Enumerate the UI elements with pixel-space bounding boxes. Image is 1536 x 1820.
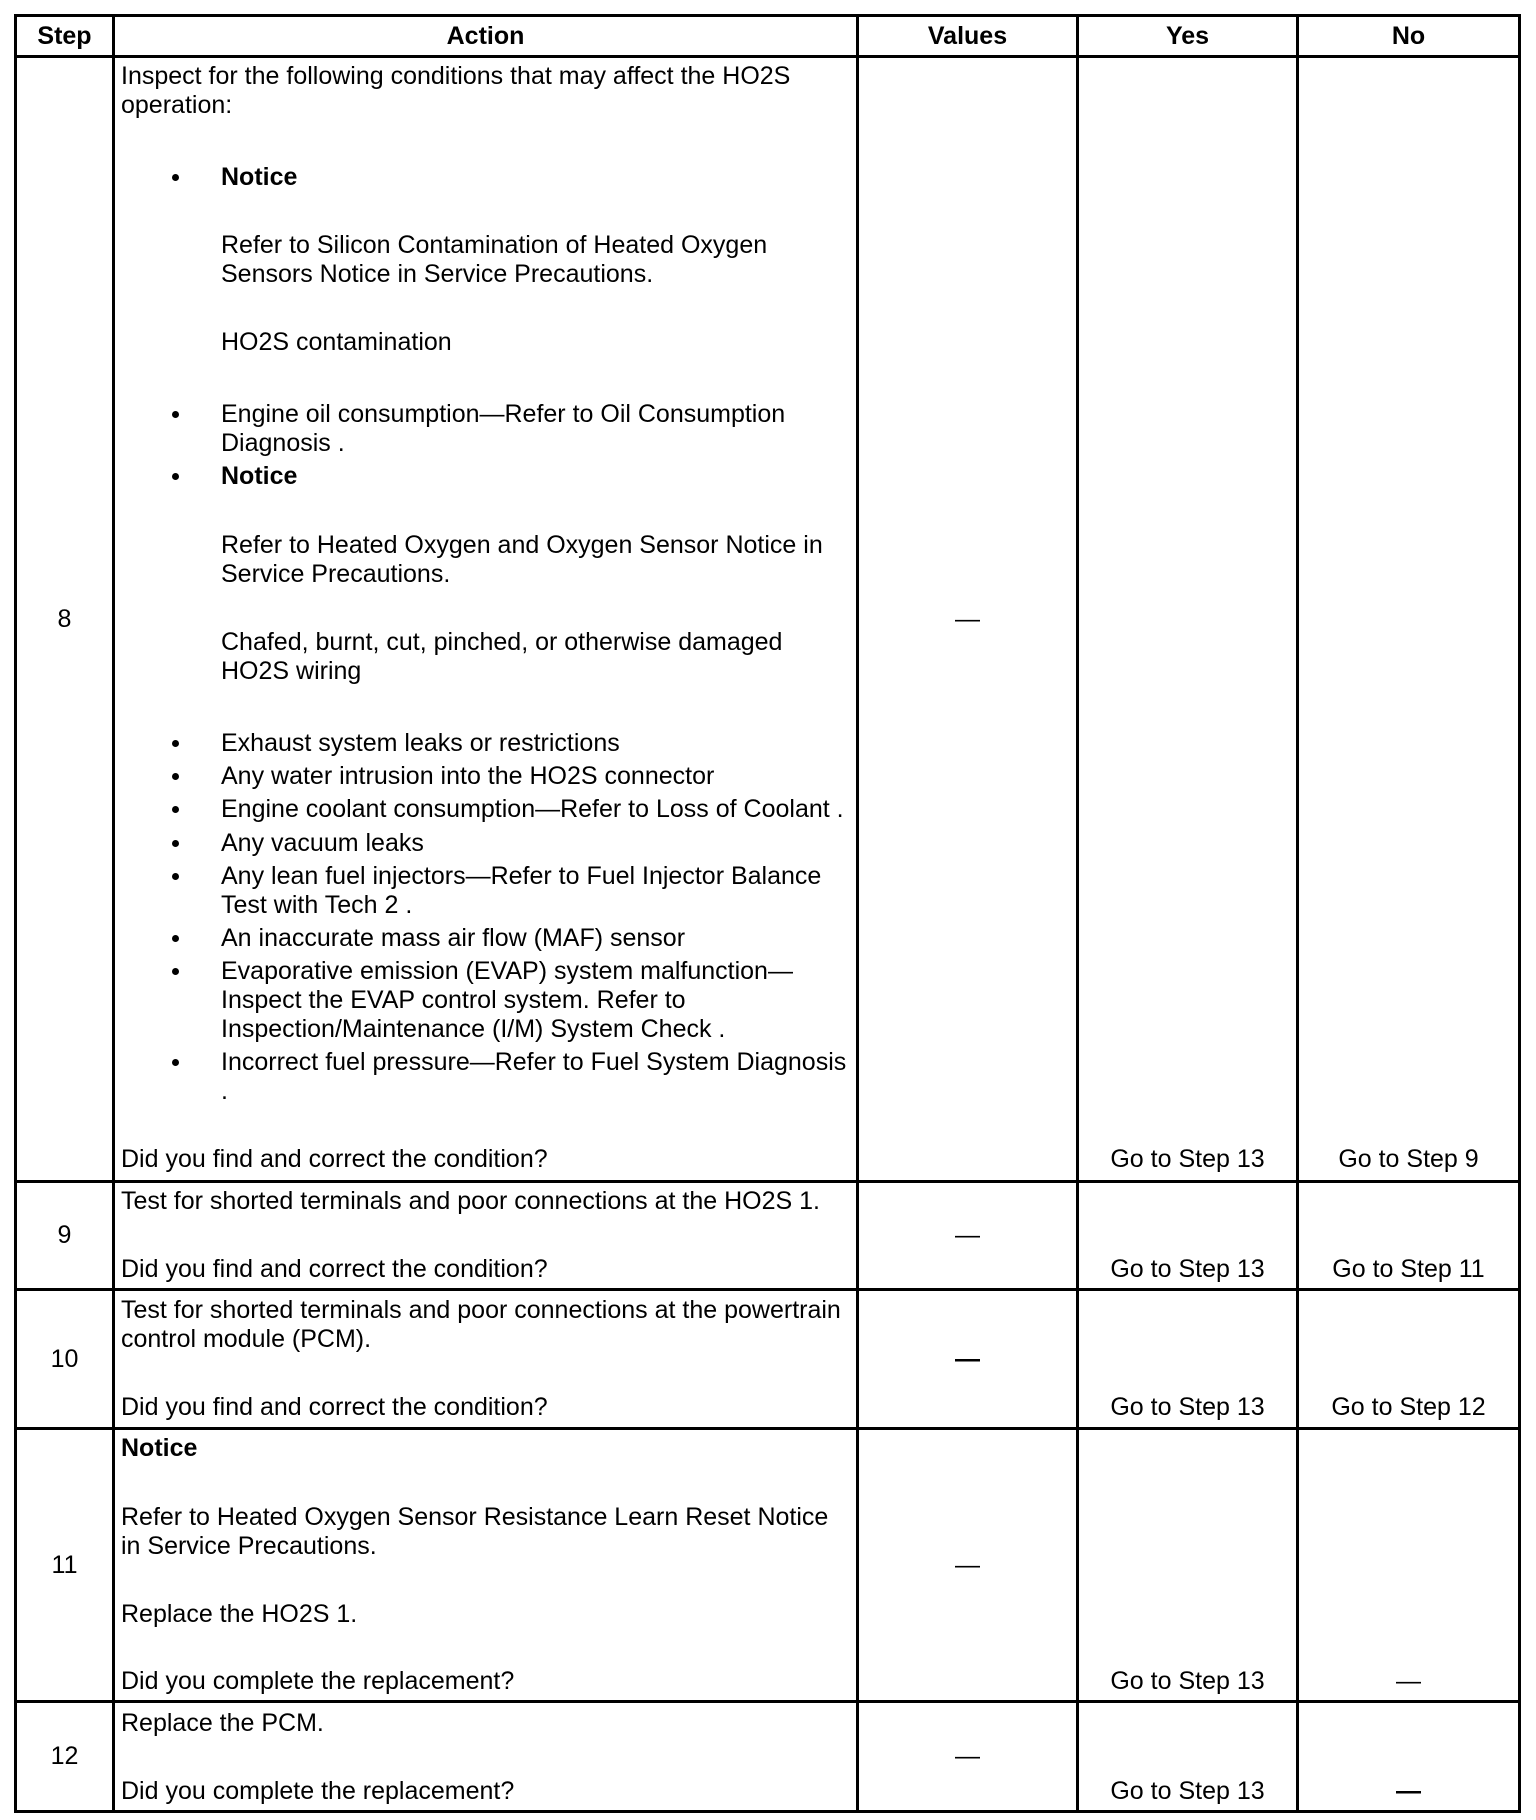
list-item-text: Any lean fuel injectors—Refer to Fuel Injector Balance Test with Tech 2 . [221, 862, 822, 919]
bullet-icon [172, 806, 179, 813]
yes-cell [1079, 1291, 1299, 1430]
action-question: Did you complete the replacement? [121, 1777, 515, 1805]
no-cell [1299, 58, 1521, 1183]
no-cell [1299, 1430, 1521, 1703]
bullet-icon [172, 840, 179, 847]
header-no: No [1299, 17, 1521, 58]
action-instruction: Test for shorted terminals and poor connections at the powertrain control module (PCM). [121, 1296, 841, 1353]
step-number: 10 [17, 1291, 115, 1430]
bullet-icon [172, 740, 179, 747]
action-question: Did you find and correct the condition? [121, 1145, 548, 1173]
list-item [115, 729, 856, 758]
notice-label: Notice [221, 163, 298, 191]
notice-text: Refer to Heated Oxygen and Oxygen Sensor Notice in Service Precautions. [221, 531, 823, 588]
list-item [115, 462, 856, 685]
list-item-text: Evaporative emission (EVAP) system malfunction— Inspect the EVAP control system. Refer to Inspection/Maintenance (I/M) System Check . [221, 957, 793, 1043]
bullet-icon [172, 473, 179, 480]
no-cell [1299, 1703, 1521, 1813]
yes-result: Go to Step 13 [1110, 1393, 1265, 1421]
no-result: Go to Step 9 [1338, 1145, 1479, 1173]
values-cell: — [859, 58, 1079, 1183]
step-number: 8 [17, 58, 115, 1183]
list-item [115, 957, 856, 1043]
list-item [115, 829, 856, 858]
step-number: 9 [17, 1183, 115, 1291]
list-item [115, 862, 856, 919]
step-number: 11 [17, 1430, 115, 1703]
no-result: Go to Step 12 [1331, 1393, 1486, 1421]
action-cell [115, 1291, 859, 1430]
diagnostic-table [14, 14, 1521, 1813]
list-item [115, 924, 856, 953]
no-cell [1299, 1183, 1521, 1291]
bullet-icon [172, 773, 179, 780]
values-cell: — [859, 1183, 1079, 1291]
action-cell [115, 1430, 859, 1703]
action-cell [115, 1183, 859, 1291]
action-question: Did you find and correct the condition? [121, 1393, 548, 1421]
header-step: Step [17, 17, 115, 58]
action-question: Did you find and correct the condition? [121, 1255, 548, 1283]
yes-cell [1079, 1430, 1299, 1703]
values-cell: — [859, 1430, 1079, 1703]
list-item-text: An inaccurate mass air flow (MAF) sensor [221, 924, 686, 952]
yes-result: Go to Step 13 [1110, 1777, 1265, 1805]
bullet-icon [172, 873, 179, 880]
no-cell [1299, 1291, 1521, 1430]
yes-cell [1079, 1703, 1299, 1813]
action-cell [115, 58, 859, 1183]
yes-result: Go to Step 13 [1110, 1145, 1265, 1173]
step-number: 12 [17, 1703, 115, 1813]
list-item [115, 1048, 856, 1105]
yes-cell [1079, 58, 1299, 1183]
notice-label: Notice [121, 1434, 198, 1462]
list-item-text: HO2S contamination [221, 328, 452, 356]
list-item [115, 163, 856, 356]
list-item-text: Chafed, burnt, cut, pinched, or otherwise damaged HO2S wiring [221, 628, 783, 685]
notice-label: Notice [221, 462, 298, 490]
list-item-text: Incorrect fuel pressure—Refer to Fuel System Diagnosis . [221, 1048, 847, 1105]
no-result: — [1396, 1777, 1421, 1805]
notice-text: Refer to Heated Oxygen Sensor Resistance Learn Reset Notice in Service Precautions. [121, 1503, 829, 1560]
yes-result: Go to Step 13 [1110, 1255, 1265, 1283]
list-item-text: Engine oil consumption—Refer to Oil Consumption Diagnosis . [221, 400, 786, 457]
header-values: Values [859, 17, 1079, 58]
list-item-text: Any vacuum leaks [221, 829, 424, 857]
no-result: Go to Step 11 [1332, 1255, 1485, 1283]
notice-text: Refer to Silicon Contamination of Heated Oxygen Sensors Notice in Service Precautions. [221, 231, 768, 288]
header-action: Action [115, 17, 859, 58]
action-instruction: Replace the HO2S 1. [121, 1600, 358, 1628]
action-instruction: Replace the PCM. [121, 1709, 324, 1737]
no-result: — [1396, 1667, 1421, 1695]
list-item [115, 762, 856, 791]
list-item-text: Engine coolant consumption—Refer to Loss of Coolant . [221, 795, 844, 823]
bullet-icon [172, 1059, 179, 1066]
bullet-icon [172, 968, 179, 975]
list-item-text: Exhaust system leaks or restrictions [221, 729, 620, 757]
action-instruction: Test for shorted terminals and poor connections at the HO2S 1. [121, 1187, 820, 1215]
values-cell: — [859, 1291, 1079, 1430]
list-item [115, 400, 856, 457]
bullet-icon [172, 174, 179, 181]
action-cell [115, 1703, 859, 1813]
bullet-icon [172, 411, 179, 418]
values-cell: — [859, 1703, 1079, 1813]
list-item-text: Any water intrusion into the HO2S connector [221, 762, 715, 790]
yes-cell [1079, 1183, 1299, 1291]
list-item [115, 795, 856, 824]
bullet-icon [172, 935, 179, 942]
yes-result: Go to Step 13 [1110, 1667, 1265, 1695]
action-intro: Inspect for the following conditions that may affect the HO2S operation: [121, 62, 791, 119]
header-yes: Yes [1079, 17, 1299, 58]
action-question: Did you complete the replacement? [121, 1667, 515, 1695]
